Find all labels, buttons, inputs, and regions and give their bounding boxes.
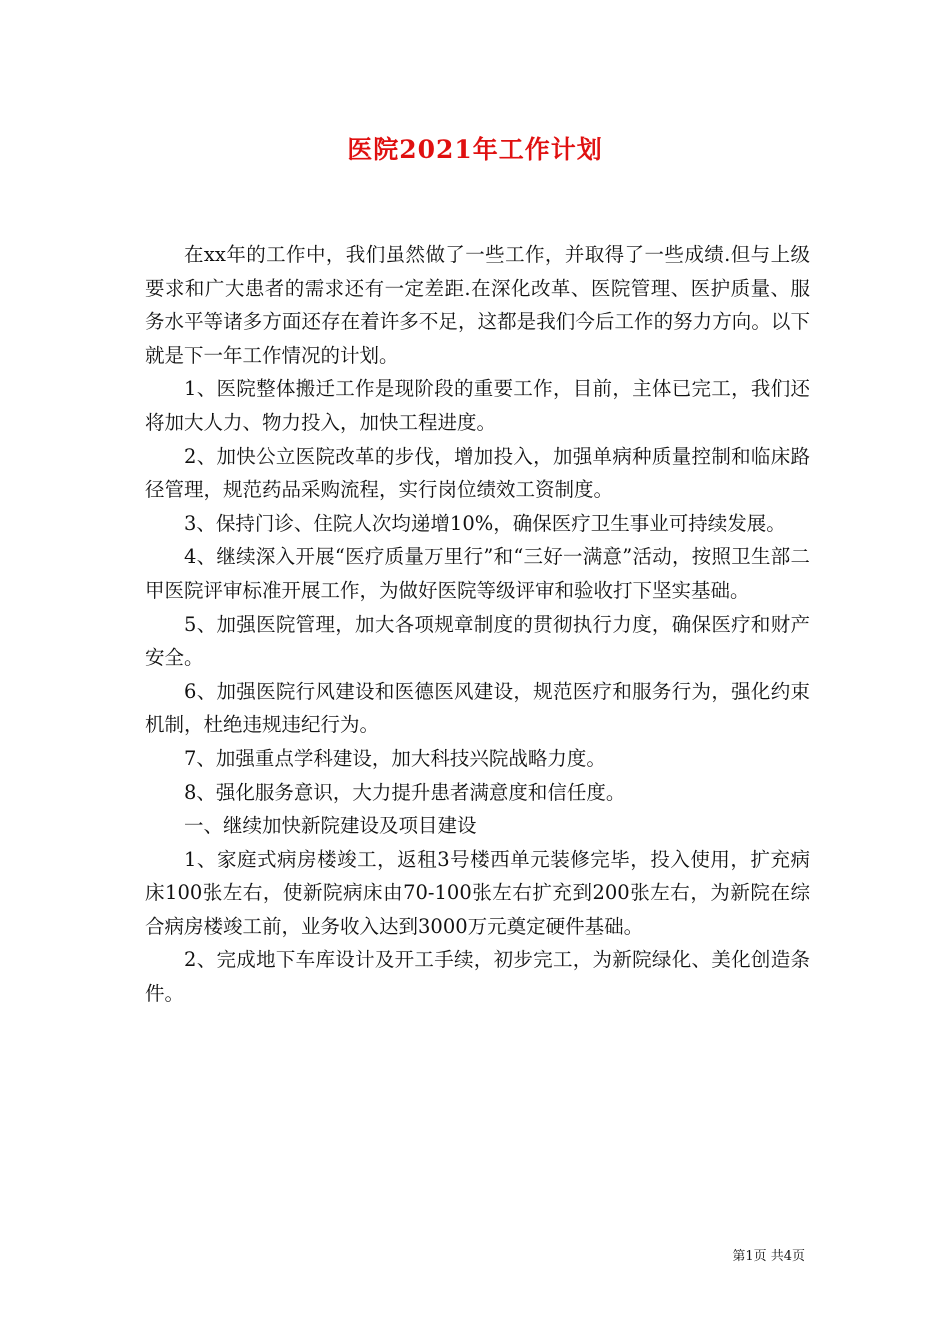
paragraph-section1-item-2: 2、完成地下车库设计及开工手续，初步完工，为新院绿化、美化创造条件。: [145, 948, 810, 1006]
document-title: 医院2021年工作计划: [347, 135, 603, 164]
paragraph-item-5: 5、加强医院管理，加大各项规章制度的贯彻执行力度，确保医疗和财产安全。: [145, 612, 810, 670]
page-number-footer: 第1页 共4页: [732, 1249, 805, 1264]
paragraph-item-2: 2、加快公立医院改革的步伐，增加投入，加强单病种质量控制和临床路径管理，规范药品采购流程，实行岗位绩效工资制度。: [145, 444, 810, 502]
paragraph-intro: 在xx年的工作中，我们虽然做了一些工作，并取得了一些成绩.但与上级要求和广大患者的需求还有一定差距.在深化改革、医院管理、医护质量、服务水平等诸多方面还存在着许多不足，这都是我们今后工作的努力方向。以下就是下一年工作情况的计划。: [145, 243, 810, 367]
paragraph-item-3: 3、保持门诊、住院人次均递增10%，确保医疗卫生事业可持续发展。: [184, 511, 786, 535]
paragraph-section1-item-1: 1、家庭式病房楼竣工，返租3号楼西单元装修完毕，投入使用，扩充病床100张左右，使新院病床由70-100张左右扩充到200张左右，为新院在综合病房楼竣工前，业务收入达到3000万元奠定硬件基础。: [145, 847, 810, 938]
paragraph-item-1: 1、医院整体搬迁工作是现阶段的重要工作，目前，主体已完工，我们还将加大人力、物力投入，加快工程进度。: [145, 377, 810, 434]
paragraph-item-6: 6、加强医院行风建设和医德医风建设，规范医疗和服务行为，强化约束机制，杜绝违规违纪行为。: [145, 679, 810, 737]
paragraph-item-4: 4、继续深入开展“医疗质量万里行”和“三好一满意”活动，按照卫生部二甲医院评审标准开展工作，为做好医院等级评审和验收打下坚实基础。: [145, 545, 810, 602]
paragraph-item-7: 7、加强重点学科建设，加大科技兴院战略力度。: [184, 746, 606, 770]
paragraph-item-8: 8、强化服务意识，大力提升患者满意度和信任度。: [184, 780, 626, 804]
section-heading-1: 一、继续加快新院建设及项目建设: [184, 814, 477, 838]
document-body: [145, 238, 810, 1011]
